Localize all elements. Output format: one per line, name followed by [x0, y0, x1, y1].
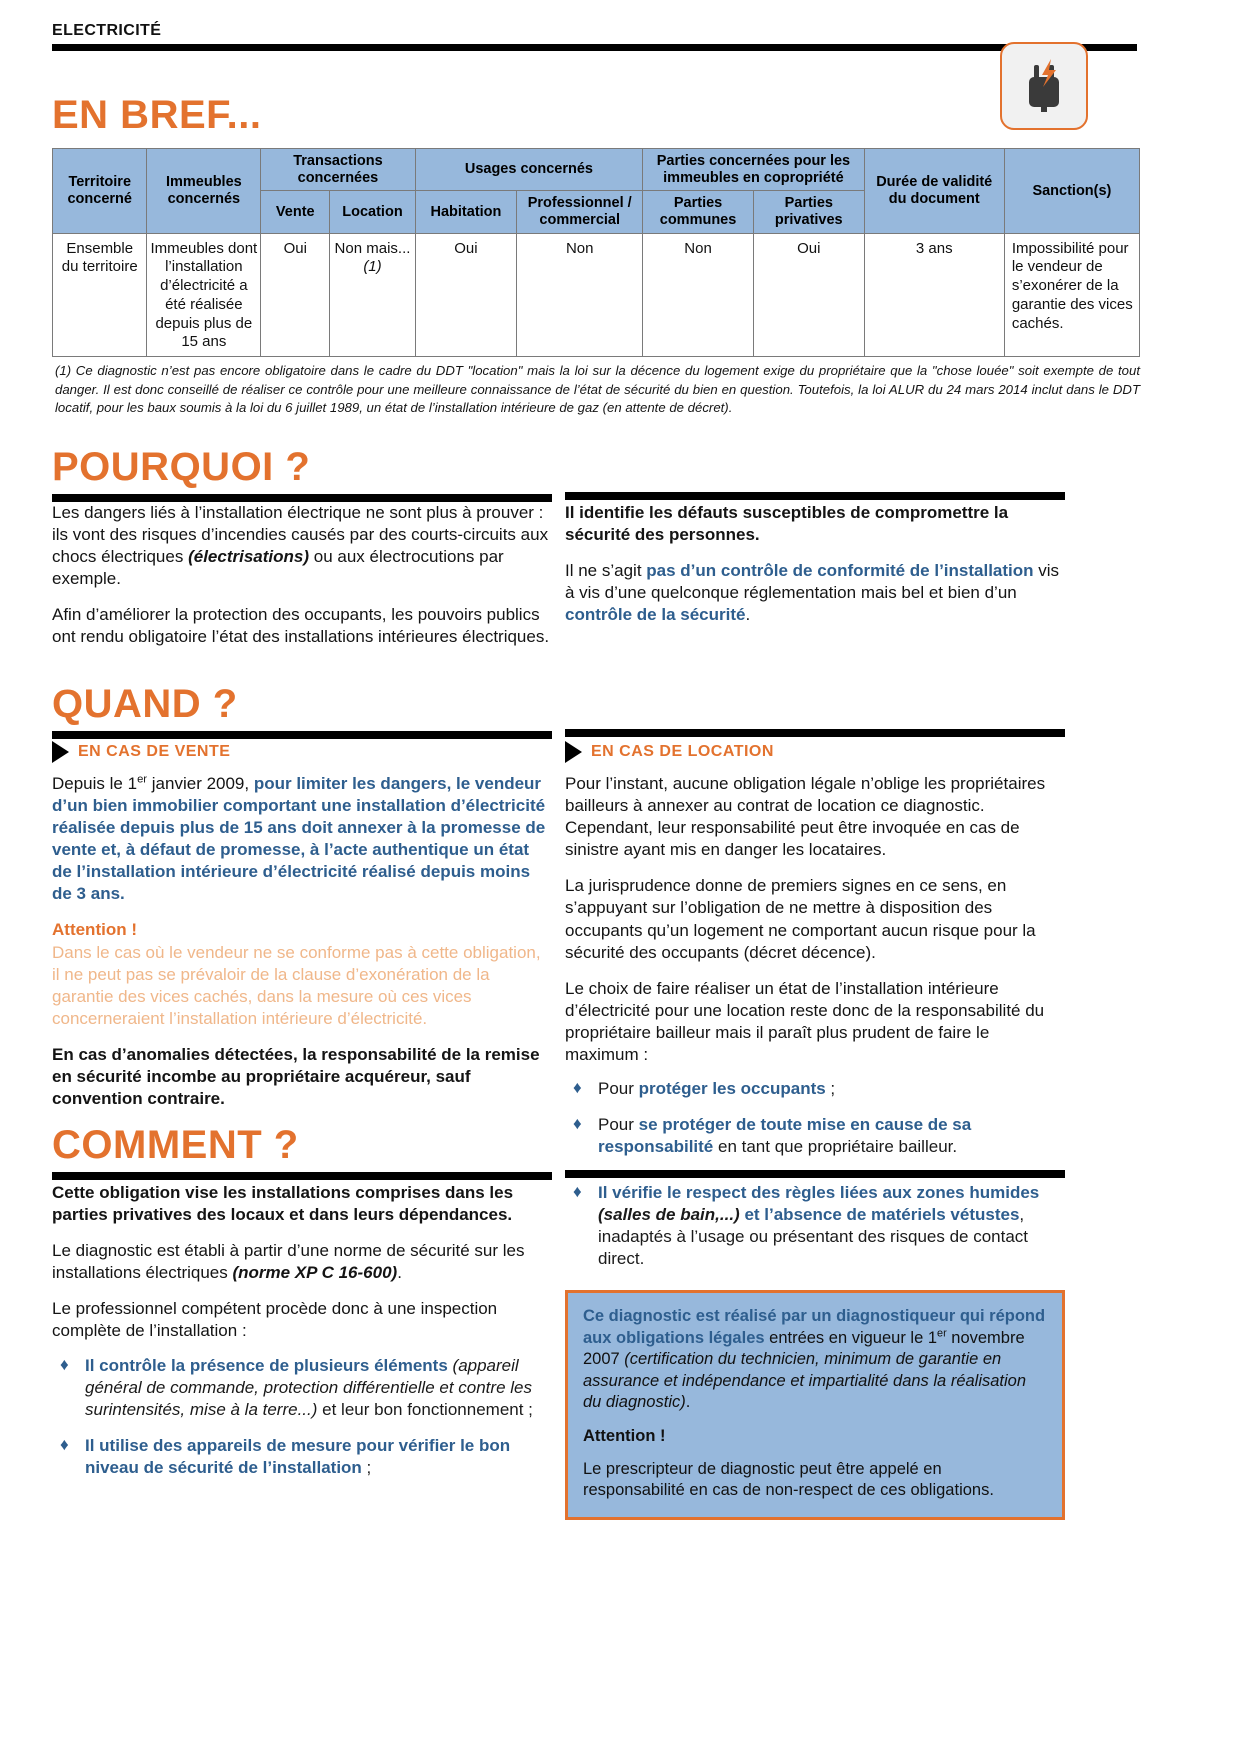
- th-habitation: Habitation: [415, 191, 517, 233]
- page-header: [52, 22, 1137, 51]
- pourquoi-p1-emphasis: (électrisations): [188, 547, 310, 567]
- en-bref-table-wrapper: [52, 148, 1140, 357]
- table-footnote: (1) Ce diagnostic n’est pas encore obligatoire dans le cadre du DDT "location" mais la loi sur la décence du logement exige du propriétaire que la "chose louée" soit exempte de tout danger. Il est donc conseillé de réaliser ce contrôle pour une meilleure connaissance de l’état de sécurité du bien en question. Toutefois, la loi ALUR du 24 mars 2014 inclut dans le DDT locatif, pour les baux soumis à la loi du 6 juillet 1989, un état de l’installation intérieure de gaz (en attente de décret).: [55, 363, 1140, 416]
- comment-title: COMMENT ?: [52, 1123, 299, 1167]
- pourquoi-left-p2: Afin d’améliorer la protection des occupants, les pouvoirs publics ont rendu obligatoire l’état des installations intérieures électriques.: [52, 605, 550, 647]
- bullet-bold-2: et l’absence de matériels vétustes: [739, 1205, 1020, 1225]
- comment-left-p2: [52, 1240, 552, 1284]
- section-pourquoi-head: [52, 447, 552, 502]
- triangle-marker-icon: [52, 741, 69, 763]
- section-en-bref-title: [52, 95, 1140, 142]
- td-location-note: (1): [363, 258, 382, 276]
- pourquoi-divider: [52, 494, 552, 502]
- diagnostiqueur-callout-box: [565, 1290, 1065, 1520]
- bullet-pre: Pour: [598, 1079, 639, 1099]
- quand-right-p3: Le choix de faire réaliser un état de l’installation intérieure d’électricité pour une location reste donc de la responsabilité du propriétaire bailleur mais il paraît plus prudent de faire le maximum :: [565, 978, 1045, 1065]
- quand-attention-title: Attention !: [52, 919, 137, 939]
- pourquoi-right-column: [565, 502, 1065, 626]
- pourquoi-r-p2-c: vis à vis d’une quelconque réglementation mais bel et bien d’un: [565, 561, 1060, 603]
- bullet-bold: se protéger de toute mise en cause de sa responsabilité: [598, 1115, 972, 1157]
- bullet-post: ;: [825, 1079, 836, 1099]
- th-duree-validite: Durée de validité du document: [864, 149, 1004, 234]
- comment-left-p1: Cette obligation vise les installations comprises dans les parties privatives des locaux et dans leurs dépendances.: [52, 1183, 514, 1225]
- bullet-bold: Il contrôle la présence de plusieurs éléments: [85, 1355, 453, 1375]
- pourquoi-p1-part-a: Les dangers liés à l’installation électrique ne sont plus à prouver : ils vont des risques d’incendies causés par des courts-circuits aux chocs électriques: [52, 503, 549, 567]
- td-location: [330, 233, 415, 357]
- quand-p1-a: Depuis le 1: [52, 774, 138, 793]
- section-comment-head: [52, 1125, 552, 1180]
- comment-divider-right: [565, 1170, 1065, 1178]
- pourquoi-title: POURQUOI ?: [52, 445, 311, 489]
- subhead-location-label: EN CAS DE LOCATION: [591, 743, 774, 760]
- td-sanction: Impossibilité pour le vendeur de s’exonérer de la garantie des vices cachés.: [1004, 233, 1139, 357]
- comment-right-column: [565, 1182, 1065, 1520]
- en-bref-title: EN BREF...: [52, 93, 262, 137]
- th-transactions: Transactions concernées: [261, 149, 415, 191]
- en-bref-table: [52, 148, 1140, 357]
- pourquoi-r-p2-e: .: [745, 605, 751, 625]
- bullet-bold: protéger les occupants: [638, 1079, 826, 1099]
- triangle-marker-icon: [565, 741, 582, 763]
- quand-left-column: [52, 736, 552, 1110]
- list-item: [565, 1114, 1065, 1158]
- th-vente: Vente: [261, 191, 330, 233]
- th-immeubles: Immeubles concernés: [147, 149, 261, 234]
- subhead-en-cas-de-location: [565, 741, 1065, 763]
- bullet-post: ;: [361, 1457, 372, 1477]
- comment-p2-norm: (norme XP C 16-600): [232, 1263, 398, 1283]
- quand-attention-body: Dans le cas où le vendeur ne se conforme pas à cette obligation, il ne peut pas se prévaloir de la clause d’exonération de la garantie des vices cachés, dans la mesure où ces vices concerneraient l’installation intérieure d’électricité.: [52, 942, 541, 1028]
- pourquoi-left-column: [52, 502, 552, 649]
- comment-p2-c: .: [397, 1263, 402, 1283]
- quand-right-p1: Pour l’instant, aucune obligation légale n’oblige les propriétaires bailleurs à annexer au contrat de location ce diagnostic. Cependant, leur responsabilité peut être invoquée en cas de sinistre ayant mis en danger les locataires.: [565, 774, 1046, 860]
- quand-right-p2: La jurisprudence donne de premiers signes en ce sens, en s’appuyant sur l’obligation de ne mettre à disposition des occupants qu’un logement ne comportant aucun risque pour la sécurité des occupants (décret décence).: [565, 876, 1036, 962]
- bullet-pre: Pour: [598, 1115, 639, 1135]
- subhead-vente-label: EN CAS DE VENTE: [78, 743, 231, 760]
- subhead-en-cas-de-vente: [52, 741, 552, 763]
- callout-sup: er: [937, 1327, 947, 1340]
- th-professionnel: Professionnel / commercial: [517, 191, 643, 233]
- quand-left-p1: [52, 773, 552, 906]
- comment-left-p3: Le professionnel compétent procède donc à une inspection complète de l’installation :: [52, 1299, 498, 1341]
- pourquoi-p1-part-c: ou aux électrocutions par exemple.: [52, 547, 504, 589]
- table-header-row-1: [53, 149, 1140, 191]
- comment-right-bullets: [565, 1182, 1065, 1270]
- bullet-post: et leur bon fonctionnement ;: [317, 1399, 533, 1419]
- callout-b: entrées en vigueur le 1: [764, 1328, 938, 1347]
- bullet-bold-1: Il vérifie le respect des règles liées aux zones humides: [598, 1183, 1040, 1202]
- td-parties-communes: Non: [643, 233, 754, 357]
- th-location: Location: [330, 191, 415, 233]
- pourquoi-r-p2-a: Il ne s’agit: [565, 561, 647, 581]
- td-parties-privatives: Oui: [753, 233, 864, 357]
- th-usages: Usages concernés: [415, 149, 643, 191]
- quand-p1-b: janvier 2009,: [147, 774, 254, 793]
- comment-p2-a: Le diagnostic est établi à partir d’une norme de sécurité sur les installations électriques: [52, 1241, 525, 1283]
- callout-paragraph: [583, 1306, 1047, 1413]
- pourquoi-divider-right: [565, 492, 1065, 500]
- section-quand-head: [52, 684, 552, 739]
- quand-p1-bold: pour limiter les dangers, le vendeur d’un bien immobilier comportant une installation d’électricité réalisée depuis plus de 15 ans doit annexer à la promesse de vente et, à défaut de promesse, à l’acte authentique un état de l’installation intérieure d’électricité réalisé depuis moins de 3 ans.: [52, 774, 546, 904]
- header-divider: [52, 44, 1137, 51]
- quand-right-column: [565, 736, 1065, 1158]
- td-territoire: Ensemble du territoire: [53, 233, 147, 357]
- callout-ital: (certification du technicien, minimum de garantie en assurance et indépendance et impartialité dans la réalisation du diagnostic): [583, 1350, 1027, 1412]
- callout-c: novembre 2007: [583, 1328, 1025, 1369]
- callout-attention-title: Attention !: [583, 1426, 666, 1445]
- callout-attention-body: Le prescripteur de diagnostic peut être appelé en responsabilité en cas de non-respect de ces obligations.: [583, 1460, 994, 1500]
- comment-divider-right-wrap: [565, 1170, 1065, 1178]
- list-item: [565, 1182, 1065, 1270]
- td-habitation: Oui: [415, 233, 517, 357]
- quand-right-bullets: [565, 1078, 1065, 1158]
- td-vente: Oui: [261, 233, 330, 357]
- bullet-ital: (appareil général de commande, protection différentielle et contre les surintensités, mise à la terre...): [85, 1355, 532, 1419]
- pourquoi-divider-right-wrap: [565, 492, 1065, 500]
- bullet-post: , inadaptés à l’usage ou présentant des risques de contact direct.: [598, 1205, 1029, 1269]
- comment-left-column: [52, 1182, 552, 1479]
- pourquoi-r-p2-bold2: contrôle de la sécurité: [565, 605, 746, 625]
- callout-bold: Ce diagnostic est réalisé par un diagnostiqueur qui répond aux obligations légales: [583, 1307, 1046, 1347]
- th-sanctions: Sanction(s): [1004, 149, 1139, 234]
- bullet-post: en tant que propriétaire bailleur.: [713, 1137, 958, 1157]
- td-duree: 3 ans: [864, 233, 1004, 357]
- td-professionnel: Non: [517, 233, 643, 357]
- td-location-main: Non mais...: [334, 239, 411, 257]
- callout-e: .: [685, 1393, 691, 1412]
- pourquoi-right-p1: Il identifie les défauts susceptibles de compromettre la sécurité des personnes.: [565, 503, 1009, 545]
- quand-title: QUAND ?: [52, 682, 238, 726]
- header-category-label: ELECTRICITÉ: [52, 22, 162, 39]
- list-item: [52, 1435, 552, 1479]
- th-parties-communes: Parties communes: [643, 191, 754, 233]
- pourquoi-right-p2: [565, 560, 1065, 626]
- list-item: [52, 1355, 552, 1421]
- pourquoi-r-p2-bold1: pas d’un contrôle de conformité de l’installation: [646, 561, 1034, 581]
- comment-divider: [52, 1172, 552, 1180]
- td-immeubles: Immeubles dont l’installation d’électricité a été réalisée depuis plus de 15 ans: [147, 233, 261, 357]
- bullet-bold: Il utilise des appareils de mesure pour vérifier le bon niveau de sécurité de l’installation: [85, 1435, 511, 1477]
- th-parties-copropriete: Parties concernées pour les immeubles en copropriété: [643, 149, 864, 191]
- th-parties-privatives: Parties privatives: [753, 191, 864, 233]
- th-territoire: Territoire concerné: [53, 149, 147, 234]
- pourquoi-left-p1: [52, 502, 552, 590]
- bullet-ital: (salles de bain,...): [598, 1205, 740, 1225]
- quand-left-p3: En cas d’anomalies détectées, la responsabilité de la remise en sécurité incombe au propriétaire acquéreur, sauf convention contraire.: [52, 1044, 540, 1109]
- quand-p1-sup: er: [137, 773, 148, 786]
- comment-left-bullets: [52, 1355, 552, 1479]
- table-row: [53, 233, 1140, 357]
- list-item: [565, 1078, 1065, 1100]
